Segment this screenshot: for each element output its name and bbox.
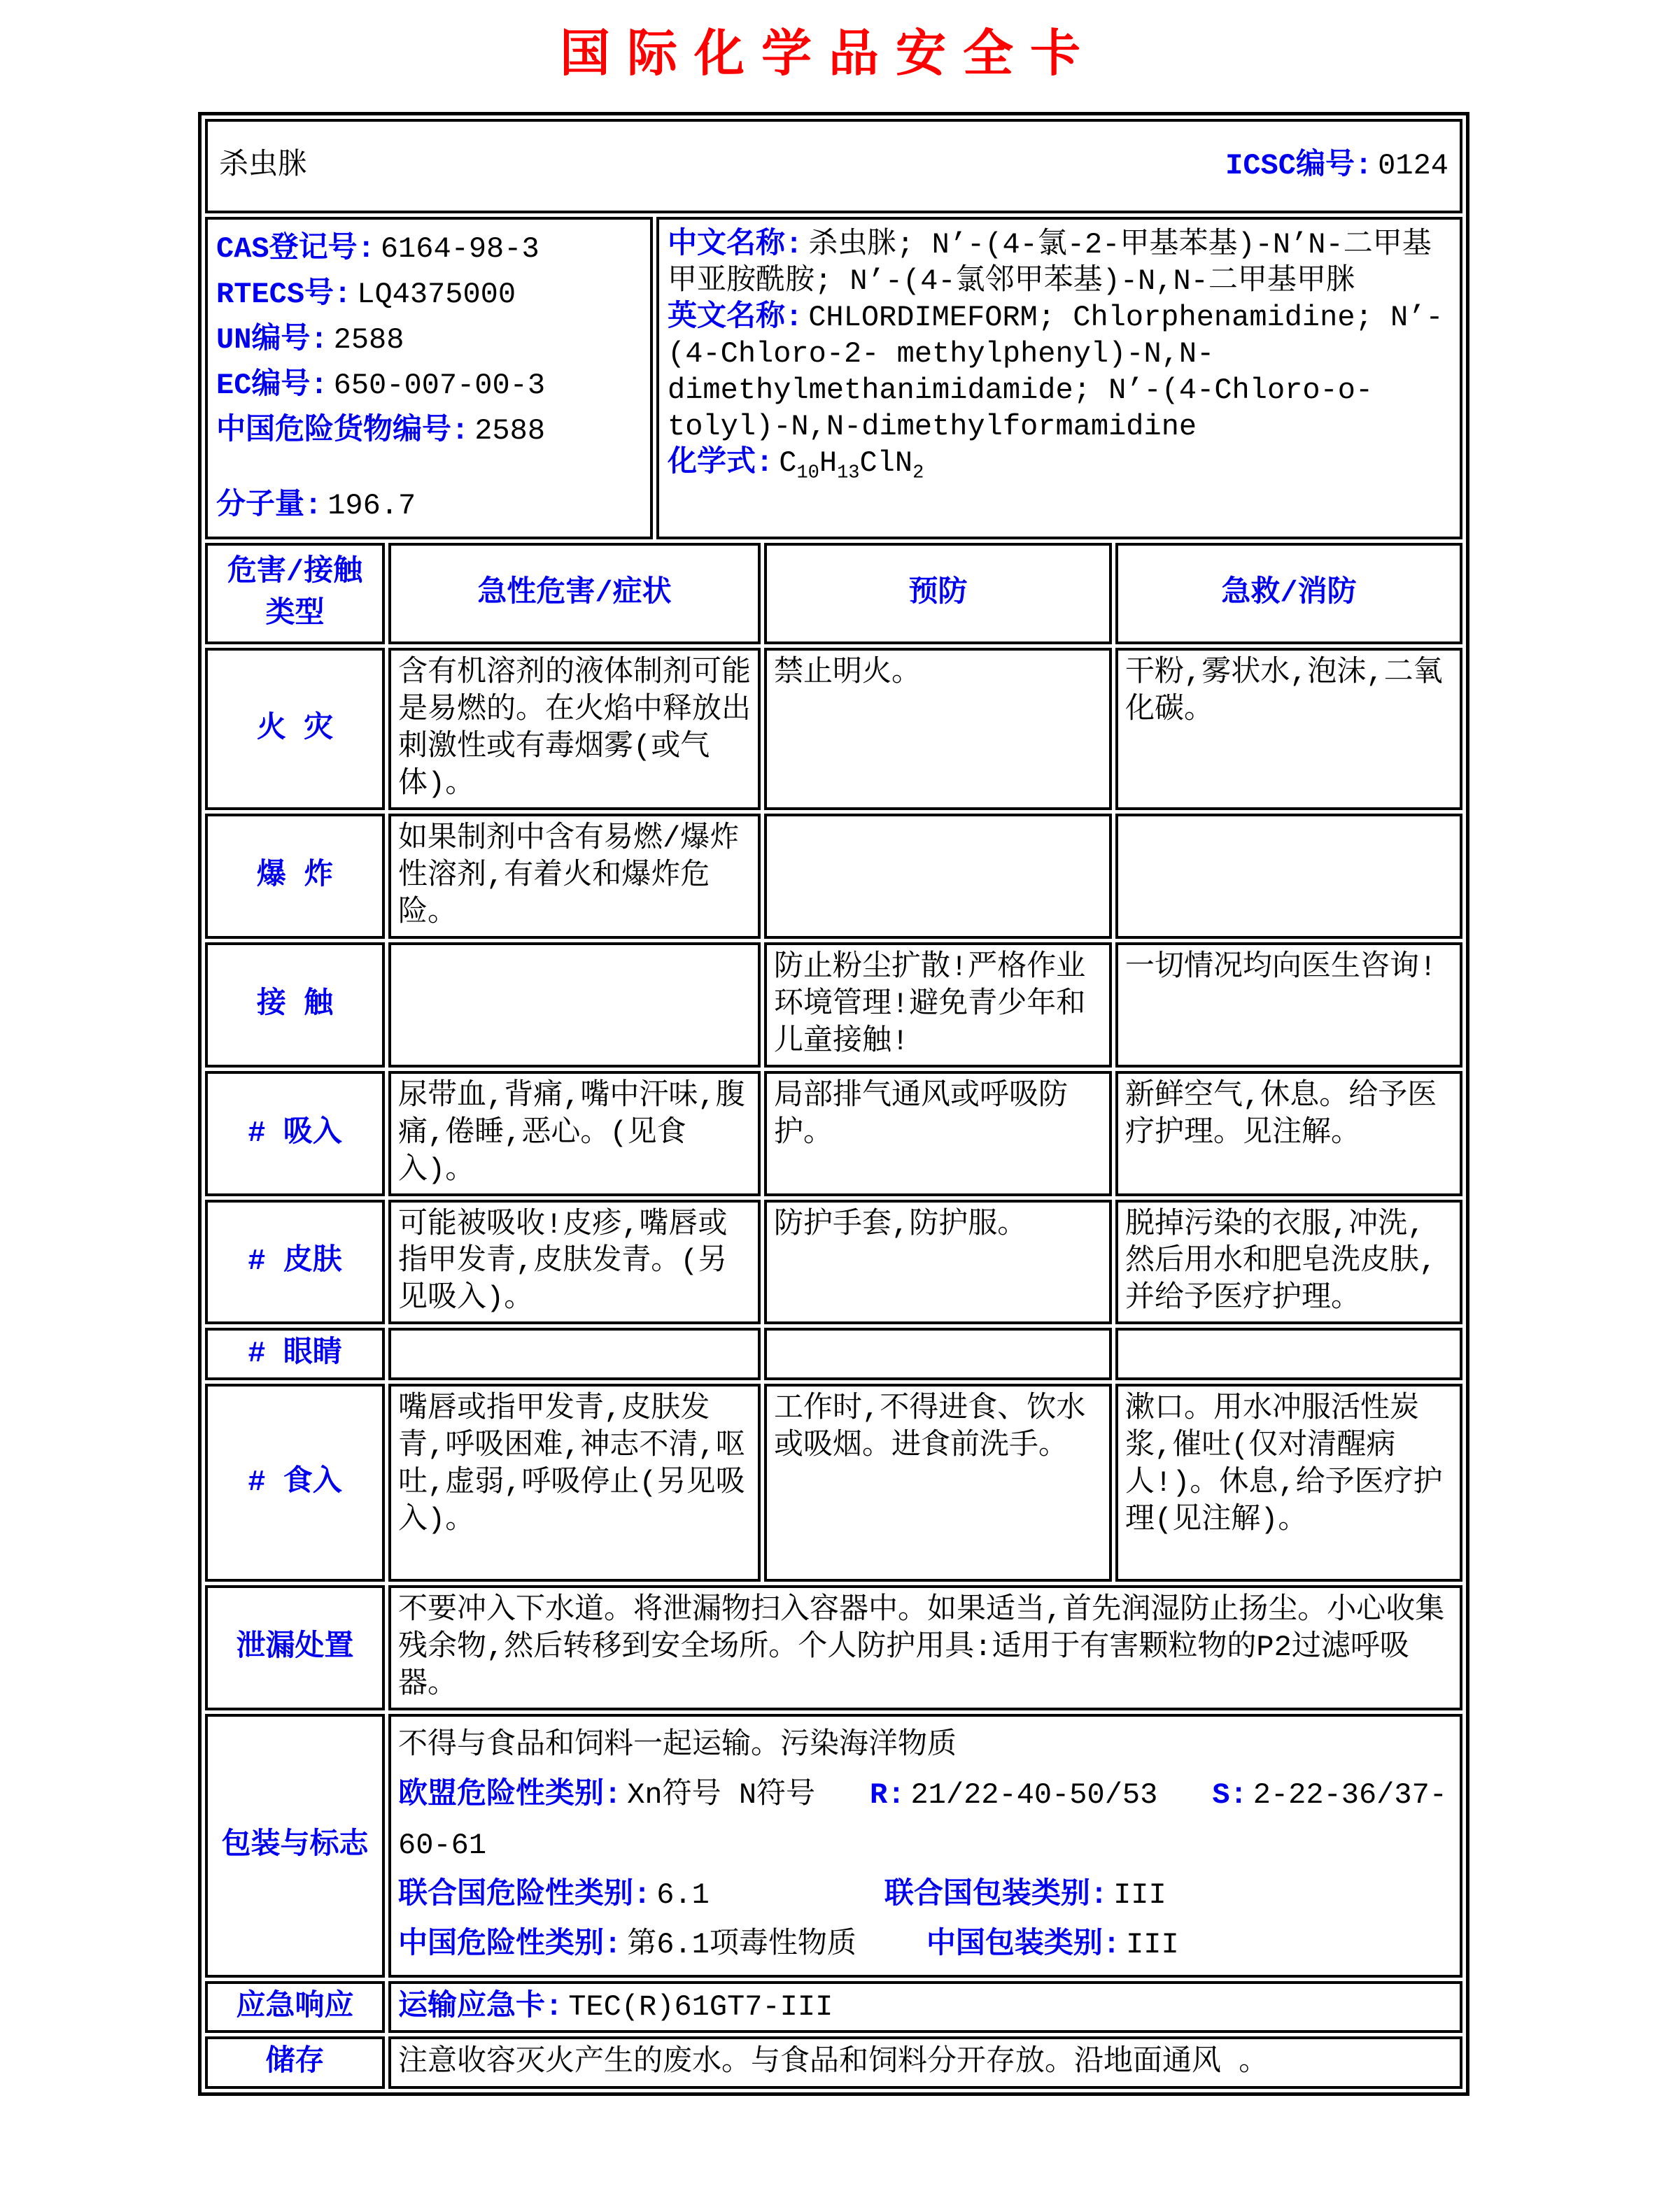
spill-label: 泄漏处置	[205, 1585, 385, 1710]
header-prevention: 预防	[764, 543, 1112, 645]
formula-part: C	[779, 446, 797, 481]
un-class-value: 6.1	[656, 1878, 710, 1912]
skin-symptoms-cell: 可能被吸收!皮疹,嘴唇或指甲发青,皮肤发青。(另见吸入)。	[388, 1200, 761, 1325]
un-class-label: 联合国危险性类别:	[398, 1878, 651, 1912]
eyes-symptoms-cell	[388, 1328, 761, 1380]
s-phrases-label: S:	[1212, 1778, 1248, 1813]
safety-card-table	[198, 112, 1469, 2096]
fire-type-label: 火 灾	[205, 648, 385, 810]
page-title: 国际化学品安全卡	[559, 29, 1097, 86]
formula-part: ClN	[859, 446, 913, 481]
header-hazard-type: 危害/接触类型	[205, 543, 385, 645]
emergency-row	[205, 1981, 1462, 2034]
ingestion-type-label: # 食入	[205, 1384, 385, 1582]
chemical-formula	[668, 445, 1451, 484]
cas-value: 6164-98-3	[380, 232, 540, 266]
r-phrases-label: R:	[870, 1778, 905, 1813]
rtecs-label: RTECS号:	[216, 278, 352, 312]
packaging-content-cell	[388, 1714, 1462, 1978]
rtecs-number-line	[216, 272, 642, 318]
cas-number-line	[216, 227, 642, 272]
fire-prevention-cell: 禁止明火。	[764, 648, 1112, 810]
icsc-value: 0124	[1378, 149, 1448, 183]
cn-pack-value: III	[1126, 1928, 1179, 1962]
packaging-label: 包装与标志	[205, 1714, 385, 1978]
exposure-firstaid-cell: 一切情况均向医生咨询!	[1115, 942, 1462, 1068]
ingestion-prevention-cell: 工作时,不得进食、饮水或吸烟。进食前洗手。	[764, 1384, 1112, 1582]
skin-prevention-cell: 防护手套,防护服。	[764, 1200, 1112, 1325]
un-pack-value: III	[1113, 1878, 1166, 1912]
cn-class-line	[398, 1920, 1453, 1970]
inhalation-prevention-cell: 局部排气通风或呼吸防护。	[764, 1071, 1112, 1196]
r-phrases-value: 21/22-40-50/53	[910, 1778, 1158, 1813]
packaging-row	[205, 1714, 1462, 1978]
explosion-type-label: 爆 炸	[205, 814, 385, 939]
english-name-value: CHLORDIMEFORM; Chlorphenamidine; N’-(4-Chloro-2- methylphenyl)-N,N-dimethylmethanimidamide; N’-(4-Chloro-o-tolyl)-N,N-dimethylformamidine	[668, 301, 1444, 444]
spill-row	[205, 1585, 1462, 1710]
hazard-row-exposure	[205, 942, 1462, 1068]
explosion-firstaid-cell	[1115, 814, 1462, 939]
eu-class-value: Xn符号 N符号	[627, 1778, 816, 1813]
packaging-transport-note: 不得与食品和饲料一起运输。污染海洋物质	[398, 1728, 957, 1762]
skin-firstaid-cell: 脱掉污染的衣服,冲洗,然后用水和肥皂洗皮肤,并给予医疗护理。	[1115, 1200, 1462, 1325]
table-header-row	[205, 543, 1462, 645]
china-dg-label: 中国危险货物编号:	[216, 414, 470, 448]
hazard-row-eyes	[205, 1328, 1462, 1380]
formula-subscript: 10	[796, 462, 819, 484]
inhalation-symptoms-cell: 尿带血,背痛,嘴中汗味,腹痛,倦睡,恶心。(见食入)。	[388, 1071, 761, 1196]
fire-firstaid-cell: 干粉,雾状水,泡沫,二氧化碳。	[1115, 648, 1462, 810]
transport-card-value: TEC(R)61GT7-III	[568, 1990, 833, 2024]
ec-value: 650-007-00-3	[333, 369, 546, 403]
ingestion-firstaid-cell: 漱口。用水冲服活性炭浆,催吐(仅对清醒病人!)。休息,给予医疗护理(见注解)。	[1115, 1384, 1462, 1582]
chinese-name-label: 中文名称:	[668, 228, 803, 262]
fire-symptoms-cell: 含有机溶剂的液体制剂可能是易燃的。在火焰中释放出刺激性或有毒烟雾(或气体)。	[388, 648, 761, 810]
eyes-type-label: # 眼睛	[205, 1328, 385, 1380]
storage-text-cell: 注意收容灭火产生的废水。与食品和饲料分开存放。沿地面通风 。	[388, 2036, 1462, 2089]
storage-row	[205, 2036, 1462, 2089]
hazard-row-inhalation	[205, 1071, 1462, 1196]
eu-class-label: 欧盟危险性类别:	[398, 1778, 622, 1813]
chemical-formula-label: 化学式:	[668, 446, 774, 481]
cn-class-value: 第6.1项毒性物质	[627, 1928, 856, 1962]
ingestion-symptoms-cell: 嘴唇或指甲发青,皮肤发青,呼吸困难,神志不清,呕吐,虚弱,呼吸停止(另见吸入)。	[388, 1384, 761, 1582]
un-label: UN编号:	[216, 323, 328, 357]
substance-name: 杀虫脒	[219, 149, 308, 183]
icsc-label: ICSC编号:	[1225, 149, 1373, 183]
formula-part: H	[819, 446, 838, 481]
china-dg-value: 2588	[474, 414, 546, 448]
english-name	[668, 299, 1451, 445]
english-name-label: 英文名称:	[668, 301, 803, 335]
identifiers-row	[205, 217, 1462, 539]
hazard-row-explosion	[205, 814, 1462, 939]
exposure-symptoms-cell	[388, 942, 761, 1068]
eyes-firstaid-cell	[1115, 1328, 1462, 1380]
inhalation-type-label: # 吸入	[205, 1071, 385, 1196]
molecular-weight-value: 196.7	[327, 489, 416, 523]
un-class-line	[398, 1871, 1453, 1920]
cn-class-label: 中国危险性类别:	[398, 1928, 622, 1962]
molecular-weight-line	[216, 483, 642, 529]
hazard-row-fire	[205, 648, 1462, 810]
storage-label: 储存	[205, 2036, 385, 2089]
exposure-prevention-cell: 防止粉尘扩散!严格作业环境管理!避免青少年和儿童接触!	[764, 942, 1112, 1068]
transport-card-label: 运输应急卡:	[398, 1990, 563, 2024]
formula-subscript: 13	[837, 462, 860, 484]
emergency-label: 应急响应	[205, 1981, 385, 2034]
un-pack-label: 联合国包装类别:	[884, 1878, 1108, 1912]
explosion-prevention-cell	[764, 814, 1112, 939]
inhalation-firstaid-cell: 新鲜空气,休息。给予医疗护理。见注解。	[1115, 1071, 1462, 1196]
header-acute-hazards: 急性危害/症状	[388, 543, 761, 645]
molecular-weight-label: 分子量:	[216, 489, 323, 523]
names-cell	[656, 217, 1462, 539]
eu-hazard-class-line	[398, 1771, 1453, 1871]
spill-text-cell: 不要冲入下水道。将泄漏物扫入容器中。如果适当,首先润湿防止扬尘。小心收集残余物,然后转移到安全场所。个人防护用具:适用于有害颗粒物的P2过滤呼吸器。	[388, 1585, 1462, 1710]
skin-type-label: # 皮肤	[205, 1200, 385, 1325]
identifiers-cell	[205, 217, 653, 539]
un-number-line	[216, 318, 642, 363]
s-phrases-value: 2-22-36/37-60-61	[398, 1778, 1447, 1862]
chinese-name-value: 杀虫脒; N’-(4-氯-2-甲基苯基)-N’N-二甲基甲亚胺酰胺; N’-(4-氯邻甲苯基)-N,N-二甲基甲脒	[668, 228, 1432, 299]
hazard-row-ingestion	[205, 1384, 1462, 1582]
formula-subscript: 2	[912, 462, 924, 484]
cn-pack-label: 中国包装类别:	[926, 1928, 1121, 1962]
substance-header-cell	[205, 119, 1462, 213]
explosion-symptoms-cell: 如果制剂中含有易燃/爆炸性溶剂,有着火和爆炸危险。	[388, 814, 761, 939]
un-value: 2588	[333, 323, 404, 357]
cas-label: CAS登记号:	[216, 232, 375, 266]
header-first-aid: 急救/消防	[1115, 543, 1462, 645]
ec-label: EC编号:	[216, 369, 328, 403]
china-dg-number-line	[216, 409, 642, 454]
icsc-number	[1225, 148, 1448, 185]
emergency-content-cell	[388, 1981, 1462, 2034]
substance-header-row	[205, 119, 1462, 213]
chinese-name	[668, 227, 1451, 299]
ec-number-line	[216, 363, 642, 409]
exposure-type-label: 接 触	[205, 942, 385, 1068]
hazard-row-skin	[205, 1200, 1462, 1325]
eyes-prevention-cell	[764, 1328, 1112, 1380]
rtecs-value: LQ4375000	[357, 278, 516, 312]
